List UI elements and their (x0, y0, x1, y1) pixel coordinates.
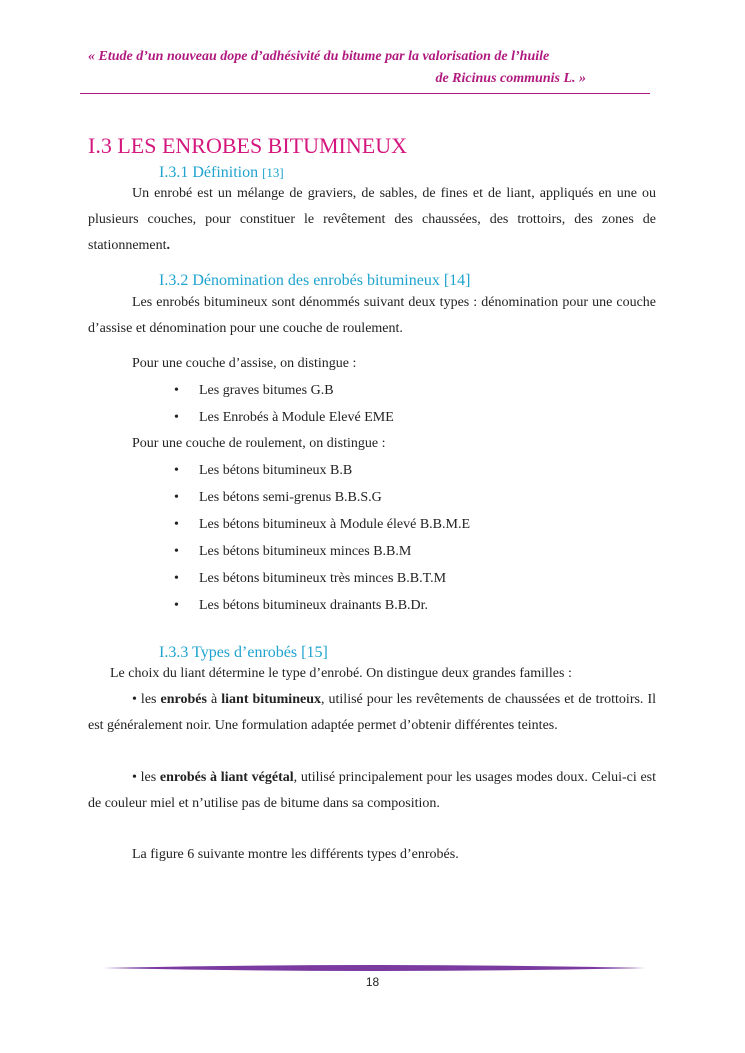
header-divider (80, 93, 650, 94)
bullet-icon: • (174, 571, 179, 586)
subsection-title-types: I.3.3 Types d’enrobés [15] (159, 644, 328, 661)
types-item-vegetal: • les enrobés à liant végétal, utilisé principalement pour les usages modes doux. Celui-ci est de couleur miel et n’utilise pas de bitume dans sa composition. (88, 770, 656, 811)
roulement-intro: Pour une couche de roulement, on distingue : (132, 436, 386, 451)
footer-divider (103, 963, 645, 973)
denomination-paragraph: Les enrobés bitumineux sont dénommés suivant deux types : dénomination pour une couche d’assise et dénomination pour une couche de roulement. (88, 295, 656, 336)
header-title-line2: de Ricinus communis L. » (435, 71, 586, 86)
document-page: « Etude d’un nouveau dope d’adhésivité du bitume par la valorisation de l’huile de Ricinus communis L. » I.3 LES ENROBES BITUMINEUX I.3.1 Définition [13] Un enrobé est un mélange de graviers, de sables, de fines et de liant, appliqués en une ou plusieurs couches, pour constituer le revêtement des chaussées, des trottoirs, des zones de stationnement. I.3.2 Dénomination des enrobés bitumineux [14] Les enrobés bitumineux sont dénommés suivant deux types : dénomination pour une couche d’assise et dénomination pour une couche de roulement. Pour une couche d’assise, on distingue : • Les graves bitumes G.B • Les Enrobés à Module Elevé EME Pour une couche de roulement, on distingue : • Les bétons bitumineux B.B • Les bétons semi-grenus B.B.S.G • Les bétons bitumineux à Module élevé B.B.M.E • Les bétons bitumineux minces B.B.M • Les bétons bitumineux très minces B.B.T.M • Les bétons bitumineux drainants B.B.Dr. I.3.3 Types d’enrobés [15] Le choix du liant détermine le type d’enrobé. On distingue deux grandes familles : • les enrobés à liant bitumineux, utilisé pour les revêtements de chaussées et de trottoirs. Il est généralement noir. Une formulation adaptée permet d’obtenir différentes teintes. • les enrobés à liant végétal, utilisé principalement pour les usages modes doux. Celui-ci est de couleur miel et n’utilise pas de bitume dans sa composition. La figure 6 suivante montre les différents types d’enrobés. 18 (0, 0, 745, 1053)
header-title-line1: « Etude d’un nouveau dope d’adhésivité du bitume par la valorisation de l’huile (88, 49, 550, 64)
assise-intro: Pour une couche d’assise, on distingue : (132, 356, 357, 371)
section-title: I.3 LES ENROBES BITUMINEUX (88, 133, 407, 158)
bullet-icon: • (174, 410, 179, 425)
definition-ref: [13] (262, 165, 284, 180)
definition-paragraph (88, 181, 656, 259)
definition-heading: I.3.1 Définition (159, 164, 259, 181)
subsection-title-definition (159, 164, 284, 182)
footer-divider-swoosh (103, 965, 645, 971)
bullet-icon: • (174, 517, 179, 532)
definition-text: Un enrobé est un mélange de graviers, de sables, de fines et de liant, appliqués en une ou plusieurs couches, pour constituer le revêtement des chaussées, des trottoirs, des zones de stationnement (88, 186, 656, 253)
definition-text-end: . (166, 238, 171, 253)
page-number: 18 (365, 975, 380, 989)
bullet-icon: • (174, 463, 179, 478)
bullet-icon: • (174, 490, 179, 505)
types-intro: Le choix du liant détermine le type d’enrobé. On distingue deux grandes familles : (110, 666, 572, 681)
types-item-bitumineux: • les enrobés à liant bitumineux, utilisé pour les revêtements de chaussées et de trottoirs. Il est généralement noir. Une formulation adaptée permet d’obtenir différentes teintes. (88, 692, 657, 733)
subsection-title-denomination: I.3.2 Dénomination des enrobés bitumineux [14] (159, 272, 471, 289)
bullet-icon: • (174, 544, 179, 559)
figure-reference-text: La figure 6 suivante montre les différents types d’enrobés. (132, 847, 459, 862)
bullet-icon: • (174, 383, 179, 398)
bullet-icon: • (174, 598, 179, 613)
